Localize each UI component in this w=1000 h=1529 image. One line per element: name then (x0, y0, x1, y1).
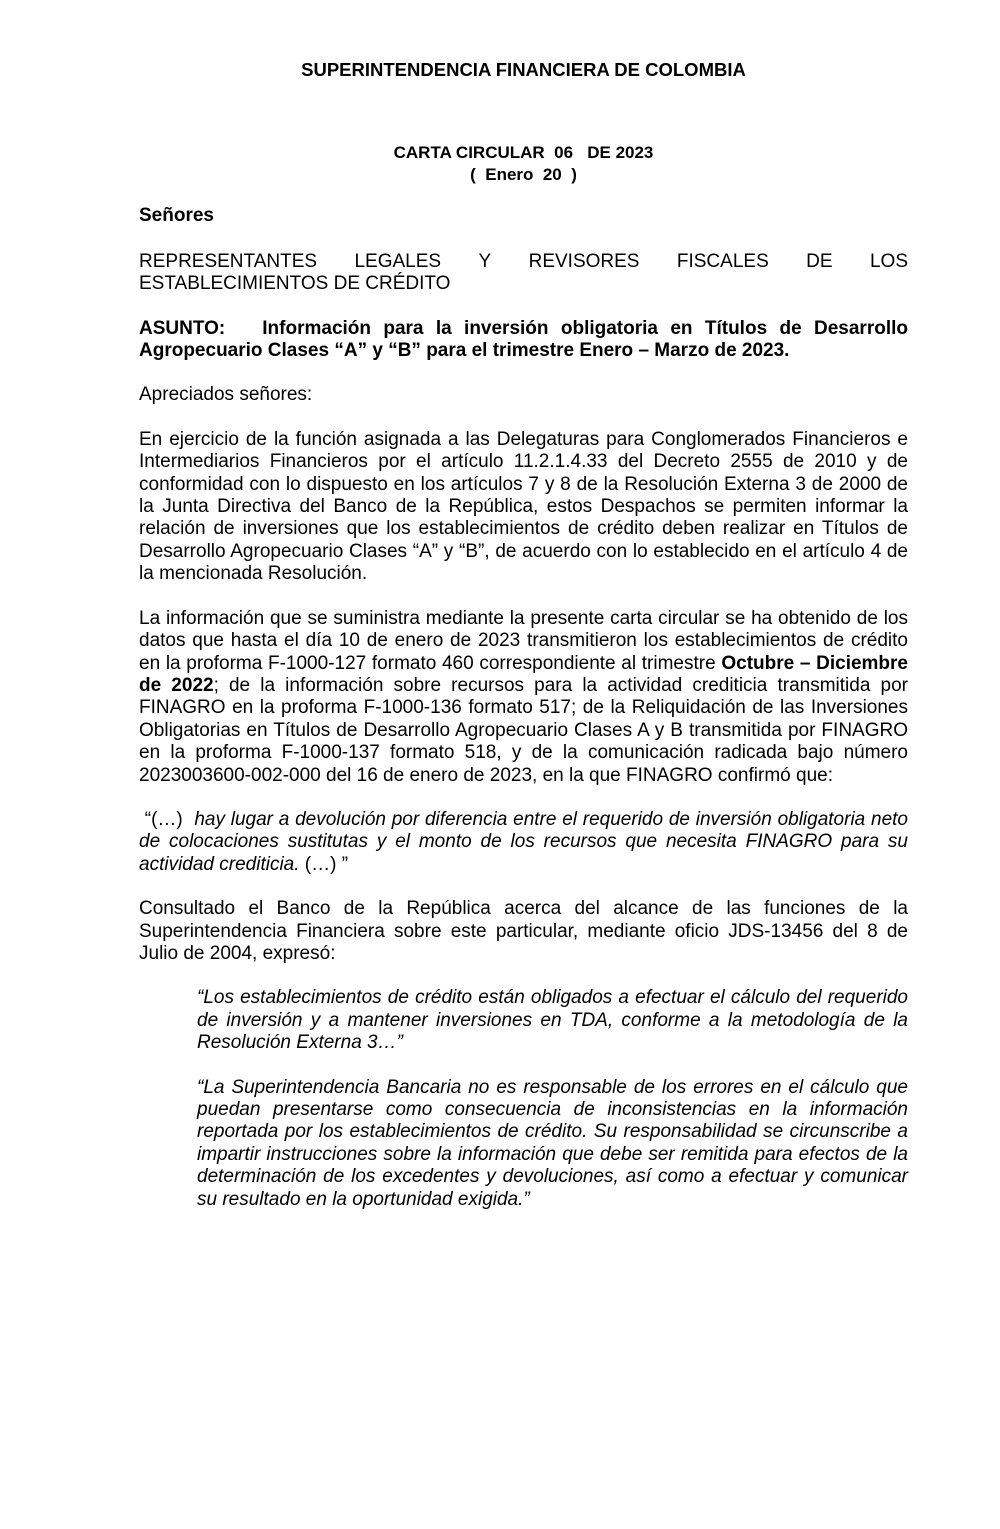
addressee-word: FISCALES (676, 250, 769, 272)
paragraph-2-period: Octubre – Diciembre de 2022 (139, 652, 909, 696)
body-paragraph-3: Consultado el Banco de la República acerca del alcance de las funciones de la Superintendencia Financiera sobre este particular, mediante oficio JDS-13456 del 8 de Julio de 2004, expresó: (139, 898, 908, 964)
subject-line: ASUNTO: Información para la inversión obligatoria en Títulos de Desarrollo Agropecuario Clases “A” y “B” para el trimestre Enero – Marzo de 2023. (139, 317, 913, 362)
finagro-quote-text: hay lugar a devolución por diferencia entre el requerido de inversión obligatoria neto de colocaciones sustitutas y el monto de los recursos que necesita FINAGRO para su actividad crediticia. (139, 808, 908, 875)
addressee-word: LOS (869, 250, 908, 272)
body-paragraph-2 (139, 608, 908, 787)
salutation-label: Señores (139, 205, 214, 227)
paragraph-2-text: La información que se suministra mediante la presente carta circular se ha obtenido de los datos que hasta el día 10 de enero de 2023 transmitieron los establecimientos de crédito en la proforma F-1000-127 formato 460 correspondiente al trimestre (139, 607, 908, 674)
bank-quote-2: “La Superintendencia Bancaria no es responsable de los errores en el cálculo que puedan presentarse como consecuencia de inconsistencias en la información reportada por los establecimientos de crédito. Su responsabilidad se circunscribe a impartir instrucciones sobre la información que debe ser remitida para efectos de la determinación de los excedentes y devoluciones, así como a efectuar y comunicar su resultado en la oportunidad exigida.” (197, 1076, 908, 1210)
greeting: Apreciados señores: (139, 384, 313, 406)
addressee-word: REVISORES (528, 250, 640, 272)
addressee-word: REPRESENTANTES (139, 250, 318, 272)
circular-title: CARTA CIRCULAR 06 DE 2023 (393, 143, 654, 163)
addressee-block (139, 251, 908, 296)
body-paragraph-1: En ejercicio de la función asignada a las Delegaturas para Conglomerados Financieros e Intermediarios Financieros por el artículo 11.2.1.4.33 del Decreto 2555 de 2010 y de conformidad con lo dispuesto en los artículos 7 y 8 de la Resolución Externa 3 de 2000 de la Junta Directiva del Banco de la República, estos Despachos se permiten informar la relación de inversiones que los establecimientos de crédito deben realizar en Títulos de Desarrollo Agropecuario Clases “A” y “B”, de acuerdo con lo establecido en el artículo 4 de la mencionada Resolución. (139, 428, 908, 585)
circular-date: ( Enero 20 ) (470, 165, 577, 185)
paragraph-2-text-cont: ; de la información sobre recursos para la actividad crediticia transmitida por FINAGRO en la proforma F-1000-136 formato 517; de la Reliquidación de las Inversiones Obligatorias en Títulos de Desarrollo Agropecuario Clases A y B transmitida por FINAGRO en la proforma F-1000-137 formato 518, y de la comunicación radicada bajo número 2023003600-002-000 del 16 de enero de 2023, en la que FINAGRO confirmó que: (139, 674, 908, 786)
institution-heading: SUPERINTENDENCIA FINANCIERA DE COLOMBIA (301, 59, 746, 80)
document-page (139, 59, 913, 1211)
addressee-line-2: ESTABLECIMIENTOS DE CRÉDITO (139, 273, 451, 295)
finagro-quote-close: (…) ” (299, 853, 349, 875)
addressee-word: Y (478, 250, 492, 272)
addressee-line-1 (139, 251, 908, 273)
bank-quote-1: “Los establecimientos de crédito están obligados a efectuar el cálculo del requerido de inversión y a mantener inversiones en TDA, conforme a la metodología de la Resolución Externa 3…” (197, 987, 908, 1054)
addressee-word: DE (806, 250, 833, 272)
finagro-quote-open: “(…) (139, 808, 195, 830)
addressee-word: LEGALES (354, 250, 442, 272)
finagro-quote (139, 809, 908, 876)
